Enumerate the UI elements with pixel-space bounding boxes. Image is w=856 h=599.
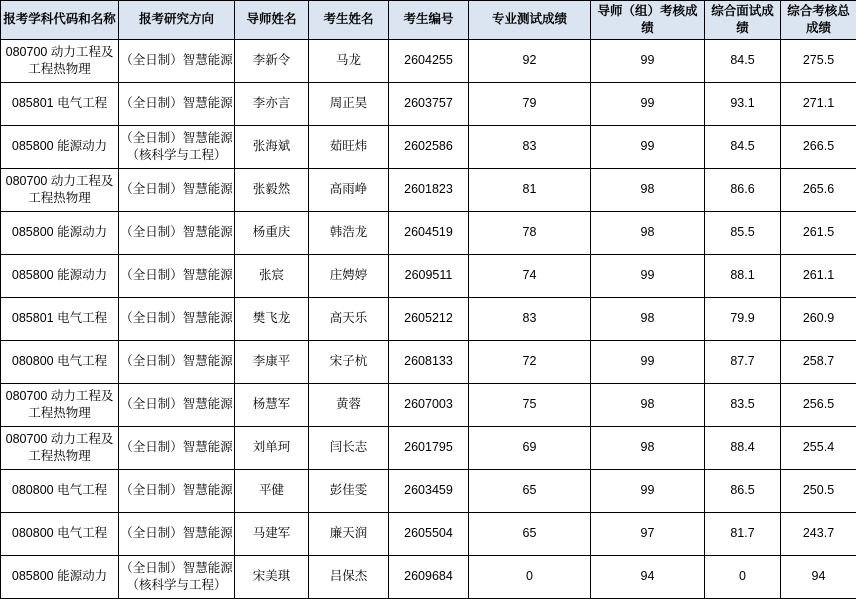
cell-advisor: 张海斌 — [235, 125, 309, 168]
cell-advisor-score: 98 — [591, 211, 705, 254]
table-row — [1, 297, 856, 340]
cell-interview-score: 93.1 — [705, 82, 781, 125]
cell-interview-score: 86.6 — [705, 168, 781, 211]
cell-direction: （全日制）智慧能源（核科学与工程） — [119, 555, 235, 598]
cell-direction: （全日制）智慧能源 — [119, 168, 235, 211]
header-major-score: 专业测试成绩 — [469, 1, 591, 40]
cell-student: 高天乐 — [309, 297, 389, 340]
cell-total-score: 271.1 — [781, 82, 856, 125]
cell-major-score: 78 — [469, 211, 591, 254]
cell-advisor: 张毅然 — [235, 168, 309, 211]
cell-advisor-score: 98 — [591, 426, 705, 469]
cell-major: 085801 电气工程 — [1, 82, 119, 125]
cell-interview-score: 87.7 — [705, 340, 781, 383]
cell-major-score: 92 — [469, 39, 591, 82]
cell-major-score: 72 — [469, 340, 591, 383]
header-major: 报考学科代码和名称 — [1, 1, 119, 40]
cell-advisor-score: 99 — [591, 340, 705, 383]
cell-student-id: 2603757 — [389, 82, 469, 125]
cell-direction: （全日制）智慧能源 — [119, 254, 235, 297]
cell-major-score: 81 — [469, 168, 591, 211]
cell-direction: （全日制）智慧能源 — [119, 340, 235, 383]
cell-advisor: 李康平 — [235, 340, 309, 383]
cell-student: 黄蓉 — [309, 383, 389, 426]
cell-major: 080700 动力工程及工程热物理 — [1, 383, 119, 426]
cell-total-score: 260.9 — [781, 297, 856, 340]
cell-student: 闫长志 — [309, 426, 389, 469]
cell-advisor: 杨慧军 — [235, 383, 309, 426]
header-interview-score: 综合面试成绩 — [705, 1, 781, 40]
cell-student: 庄娉婷 — [309, 254, 389, 297]
cell-student: 彭佳雯 — [309, 469, 389, 512]
cell-student-id: 2609511 — [389, 254, 469, 297]
cell-direction: （全日制）智慧能源 — [119, 297, 235, 340]
cell-total-score: 94 — [781, 555, 856, 598]
table-row — [1, 512, 856, 555]
cell-advisor-score: 98 — [591, 297, 705, 340]
cell-total-score: 255.4 — [781, 426, 856, 469]
table-row — [1, 82, 856, 125]
cell-interview-score: 79.9 — [705, 297, 781, 340]
cell-major: 085800 能源动力 — [1, 555, 119, 598]
table-body — [1, 39, 856, 598]
cell-major: 085800 能源动力 — [1, 125, 119, 168]
cell-interview-score: 81.7 — [705, 512, 781, 555]
cell-total-score: 243.7 — [781, 512, 856, 555]
cell-major: 080800 电气工程 — [1, 469, 119, 512]
cell-advisor: 樊飞龙 — [235, 297, 309, 340]
cell-direction: （全日制）智慧能源 — [119, 512, 235, 555]
cell-student: 马龙 — [309, 39, 389, 82]
cell-advisor: 杨重庆 — [235, 211, 309, 254]
table-row — [1, 254, 856, 297]
header-direction: 报考研究方向 — [119, 1, 235, 40]
cell-advisor: 李新令 — [235, 39, 309, 82]
table-row — [1, 555, 856, 598]
table-row — [1, 211, 856, 254]
cell-major-score: 69 — [469, 426, 591, 469]
cell-interview-score: 83.5 — [705, 383, 781, 426]
cell-student-id: 2609684 — [389, 555, 469, 598]
cell-advisor: 马建军 — [235, 512, 309, 555]
cell-advisor-score: 94 — [591, 555, 705, 598]
cell-major-score: 65 — [469, 469, 591, 512]
cell-student-id: 2605504 — [389, 512, 469, 555]
cell-interview-score: 0 — [705, 555, 781, 598]
cell-major-score: 65 — [469, 512, 591, 555]
cell-advisor-score: 98 — [591, 383, 705, 426]
cell-major-score: 74 — [469, 254, 591, 297]
cell-student: 韩浩龙 — [309, 211, 389, 254]
cell-advisor-score: 99 — [591, 125, 705, 168]
cell-major: 080700 动力工程及工程热物理 — [1, 39, 119, 82]
header-student: 考生姓名 — [309, 1, 389, 40]
cell-advisor: 宋美琪 — [235, 555, 309, 598]
table-header-row — [1, 1, 856, 40]
header-total-score: 综合考核总成绩 — [781, 1, 856, 40]
cell-direction: （全日制）智慧能源（核科学与工程） — [119, 125, 235, 168]
table-row — [1, 39, 856, 82]
cell-advisor: 李亦言 — [235, 82, 309, 125]
cell-student-id: 2605212 — [389, 297, 469, 340]
header-student-id: 考生编号 — [389, 1, 469, 40]
cell-major: 085801 电气工程 — [1, 297, 119, 340]
cell-major-score: 0 — [469, 555, 591, 598]
cell-student-id: 2604519 — [389, 211, 469, 254]
cell-major-score: 83 — [469, 125, 591, 168]
cell-major-score: 79 — [469, 82, 591, 125]
cell-total-score: 250.5 — [781, 469, 856, 512]
table-row — [1, 125, 856, 168]
cell-student: 茹旺炜 — [309, 125, 389, 168]
header-advisor: 导师姓名 — [235, 1, 309, 40]
cell-student: 周正昊 — [309, 82, 389, 125]
cell-student-id: 2603459 — [389, 469, 469, 512]
cell-advisor-score: 98 — [591, 168, 705, 211]
cell-interview-score: 86.5 — [705, 469, 781, 512]
cell-major: 080800 电气工程 — [1, 512, 119, 555]
table-row — [1, 426, 856, 469]
cell-advisor-score: 97 — [591, 512, 705, 555]
cell-interview-score: 88.4 — [705, 426, 781, 469]
cell-advisor-score: 99 — [591, 254, 705, 297]
table-row — [1, 340, 856, 383]
cell-direction: （全日制）智慧能源 — [119, 39, 235, 82]
cell-total-score: 256.5 — [781, 383, 856, 426]
cell-total-score: 261.5 — [781, 211, 856, 254]
cell-direction: （全日制）智慧能源 — [119, 469, 235, 512]
cell-major: 080700 动力工程及工程热物理 — [1, 168, 119, 211]
table-row — [1, 383, 856, 426]
cell-student: 宋子杭 — [309, 340, 389, 383]
cell-major: 080700 动力工程及工程热物理 — [1, 426, 119, 469]
cell-advisor: 平健 — [235, 469, 309, 512]
cell-student: 高雨峥 — [309, 168, 389, 211]
cell-student-id: 2607003 — [389, 383, 469, 426]
cell-total-score: 258.7 — [781, 340, 856, 383]
cell-student-id: 2608133 — [389, 340, 469, 383]
cell-interview-score: 84.5 — [705, 39, 781, 82]
cell-advisor: 刘单珂 — [235, 426, 309, 469]
table-row — [1, 168, 856, 211]
cell-major: 080800 电气工程 — [1, 340, 119, 383]
cell-total-score: 266.5 — [781, 125, 856, 168]
header-advisor-score: 导师（组）考核成绩 — [591, 1, 705, 40]
cell-direction: （全日制）智慧能源 — [119, 82, 235, 125]
cell-student-id: 2604255 — [389, 39, 469, 82]
cell-student-id: 2602586 — [389, 125, 469, 168]
cell-student: 吕保杰 — [309, 555, 389, 598]
cell-interview-score: 88.1 — [705, 254, 781, 297]
cell-direction: （全日制）智慧能源 — [119, 211, 235, 254]
cell-major-score: 75 — [469, 383, 591, 426]
cell-student-id: 2601823 — [389, 168, 469, 211]
cell-interview-score: 85.5 — [705, 211, 781, 254]
cell-student-id: 2601795 — [389, 426, 469, 469]
cell-total-score: 261.1 — [781, 254, 856, 297]
cell-major: 085800 能源动力 — [1, 254, 119, 297]
cell-advisor-score: 99 — [591, 469, 705, 512]
cell-total-score: 265.6 — [781, 168, 856, 211]
cell-major: 085800 能源动力 — [1, 211, 119, 254]
cell-advisor: 张宸 — [235, 254, 309, 297]
cell-direction: （全日制）智慧能源 — [119, 426, 235, 469]
cell-major-score: 83 — [469, 297, 591, 340]
cell-student: 廉天润 — [309, 512, 389, 555]
cell-direction: （全日制）智慧能源 — [119, 383, 235, 426]
cell-interview-score: 84.5 — [705, 125, 781, 168]
table-row — [1, 469, 856, 512]
cell-total-score: 275.5 — [781, 39, 856, 82]
cell-advisor-score: 99 — [591, 82, 705, 125]
cell-advisor-score: 99 — [591, 39, 705, 82]
